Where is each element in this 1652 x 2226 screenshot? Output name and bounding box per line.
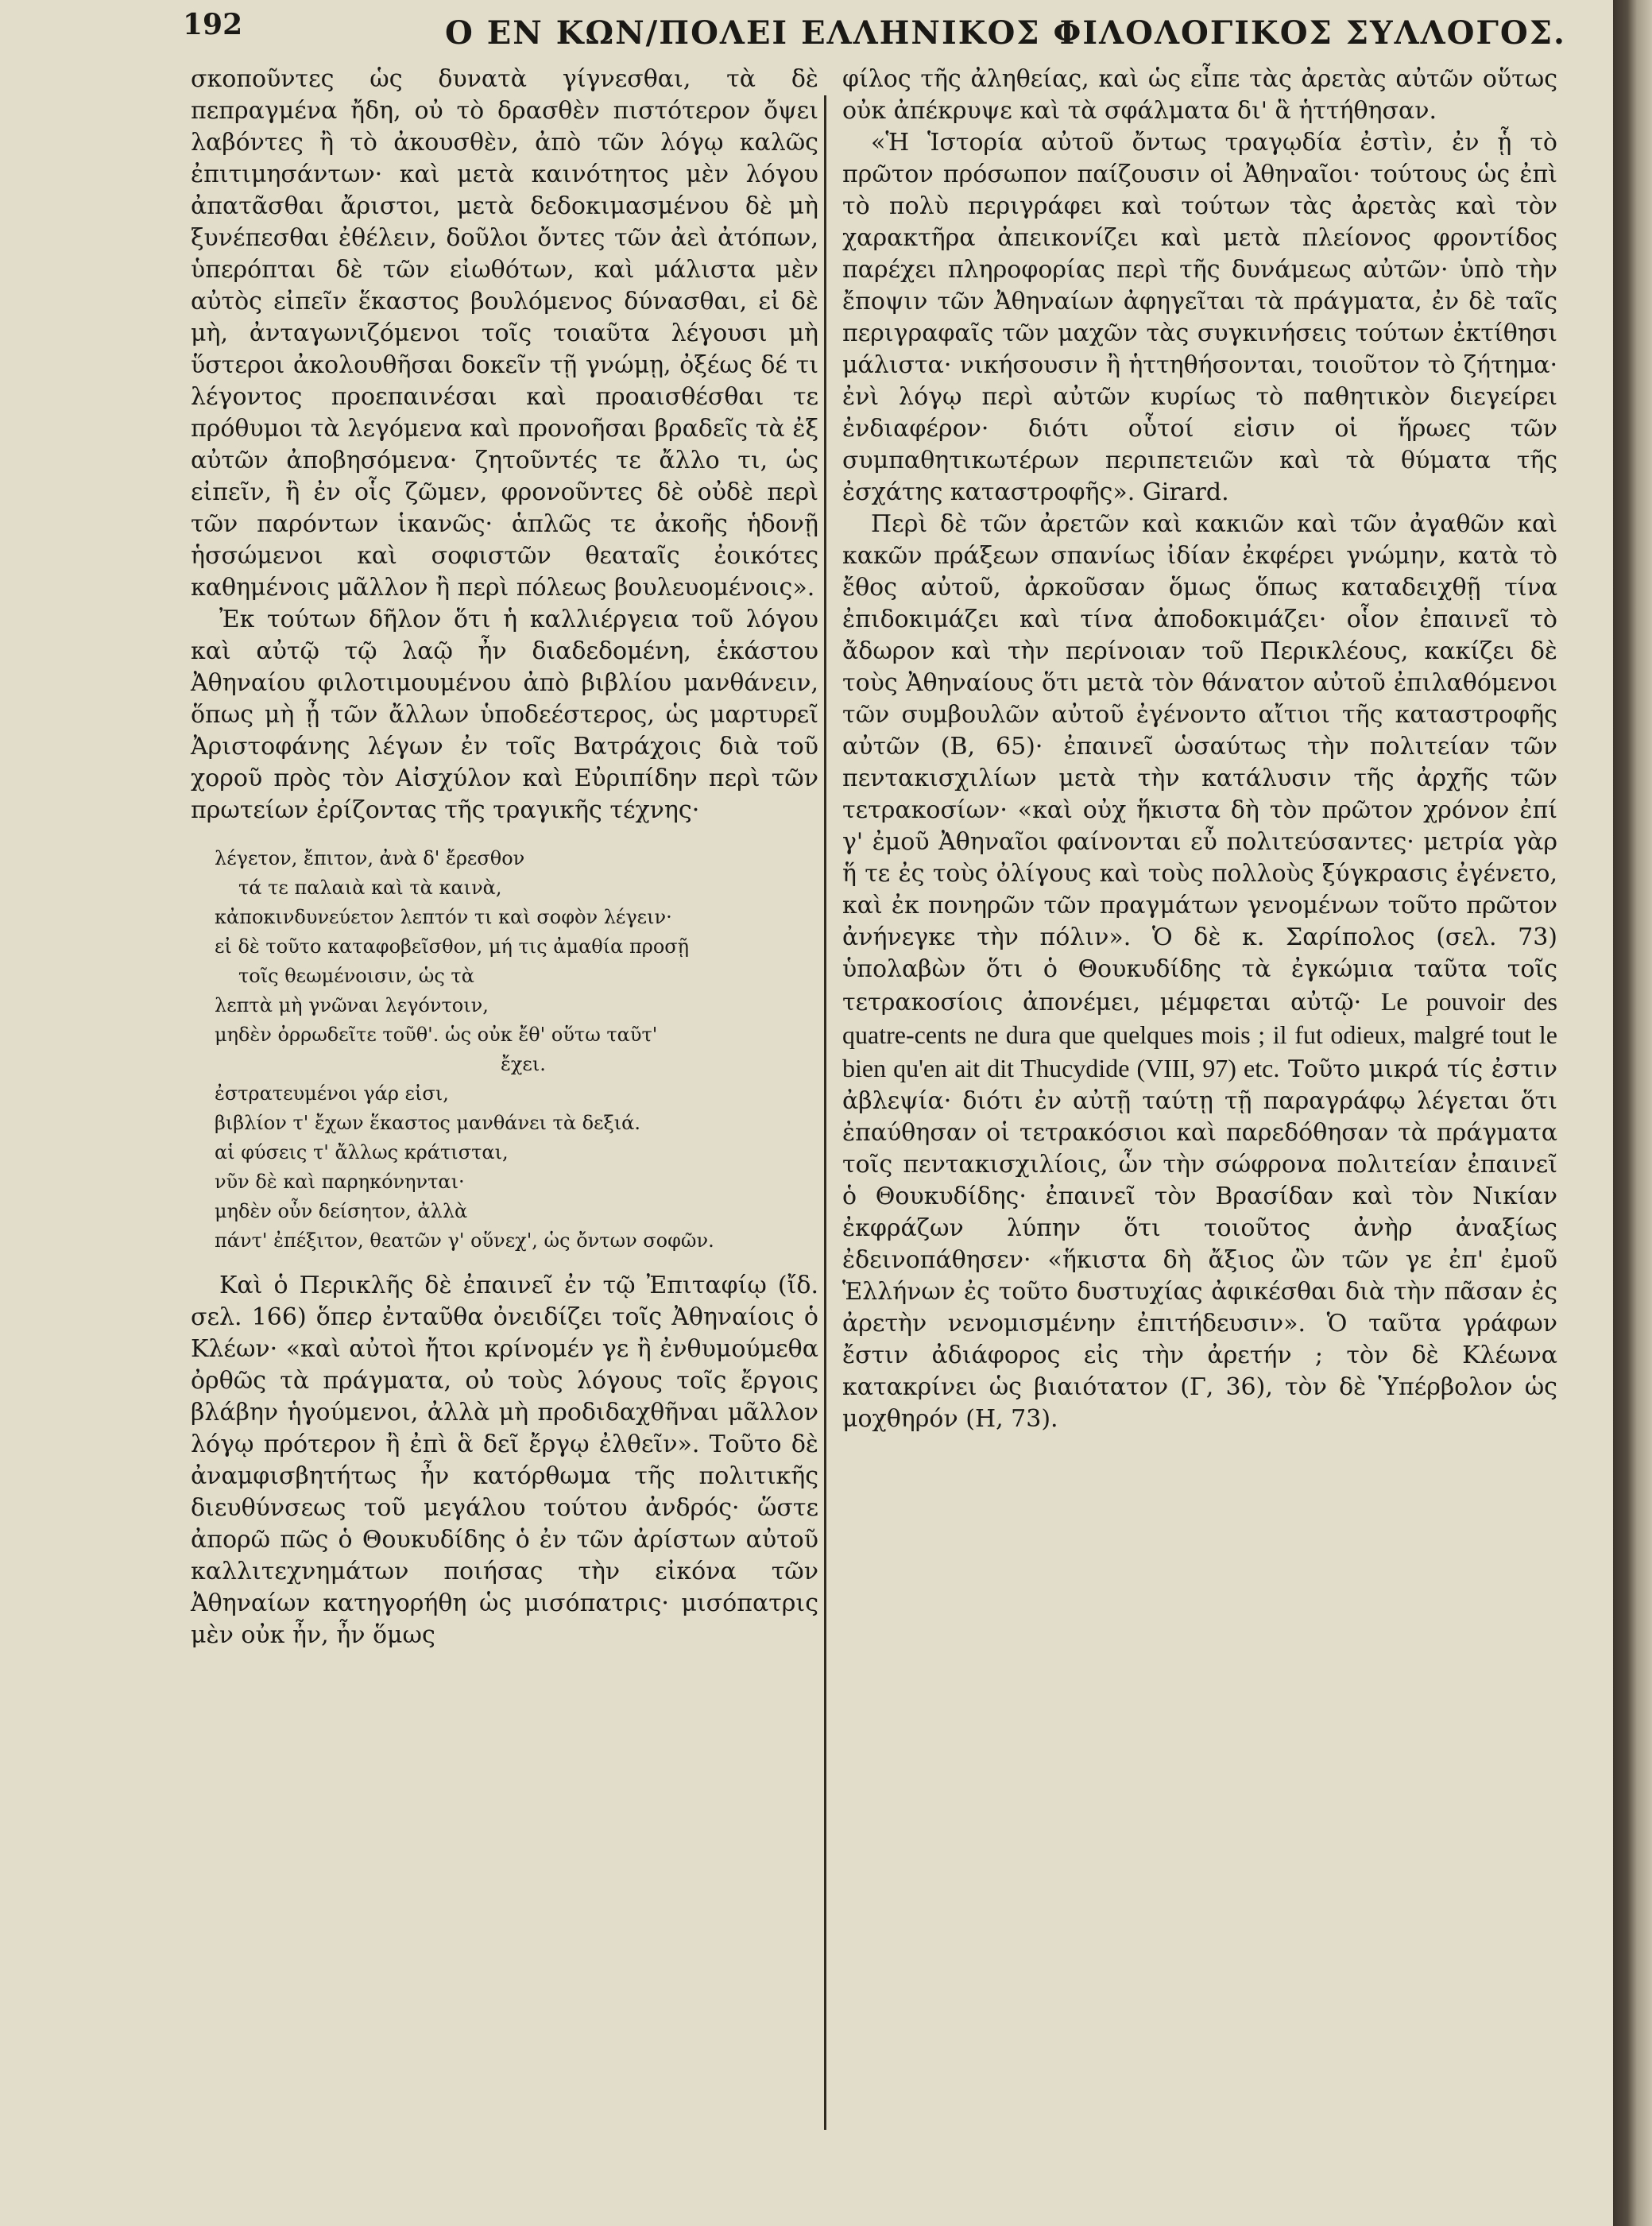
- french-citation: Le pouvoir des quatre-cents ne dura que quelques mois ; il fut odieux, malgré tout le bien qu'en ait dit Thucydide (VIII, 97) etc.: [842, 987, 1557, 1082]
- right-paragraph-3-continued: Τοῦτο μικρά τίς ἐστιν ἀβλεψία· διότι ἐν αὐτῇ ταύτῃ τῇ παραγράφῳ λέγεται ὅτι ἐπαύθησαν οἱ τετρακόσιοι καὶ παρεδόθησαν τὰ πράγματα τοῖς πεντακισχιλίοις, ὧν τὴν σώφρονα πολιτείαν ἐπαινεῖ ὁ Θουκυδίδης· ἐπαινεῖ τὸν Βρασίδαν καὶ τὸν Νικίαν ἐκφράζων λύπην ὅτι τοιοῦτος ἀνὴρ ἀναξίως ἐδεινοπάθησεν· «ἥκιστα δὴ ἄξιος ὢν τῶν γε ἐπ' ἐμοῦ Ἑλλήνων ἐς τοῦτο δυστυχίας ἀφικέσθαι διὰ τὴν πᾶσαν ἐς ἀρετὴν νενομισμένην ἐπιτήδευσιν». Ὁ ταῦτα γράφων ἔστιν ἀδιάφορος εἰς τὴν ἀρετήν ; τὸν δὲ Κλέωνα κατακρίνει ὡς βιαιότατον (Γ, 36), τὸν δὲ Ὑπέρβολον ὡς μοχθηρόν (Η, 73).: [842, 1055, 1557, 1433]
- quote-line: ἔχει.: [501, 1053, 546, 1075]
- quote-line: νῦν δὲ καὶ παρηκόνηνται·: [215, 1171, 465, 1193]
- page-edge-shadow: [1613, 0, 1652, 2226]
- right-paragraph-3-text: Περὶ δὲ τῶν ἀρετῶν καὶ κακιῶν καὶ τῶν ἀγαθῶν καὶ κακῶν πράξεων σπανίως ἰδίαν ἐκφέρει γνώμην, κατὰ τὸ ἔθος αὐτοῦ, ἀρκοῦσαν ὅμως ὅπως καταδειχθῇ τίνα ἐπιδοκιμάζει καὶ τίνα ἀποδοκιμάζει· οἷον ἐπαινεῖ τὸ ἄδωρον καὶ τὴν περίνοιαν τοῦ Περικλέους, κακίζει δὲ τοὺς Ἀθηναίους ὅτι μετὰ τὸν θάνατον αὐτοῦ ἐπιλαθόμενοι τῶν συμβουλῶν αὐτοῦ ἐγένοντο αἴτιοι τῆς καταστροφῆς αὐτῶν (Β, 65)· ἐπαινεῖ ὡσαύτως τὴν πολιτείαν τῶν πεντακισχιλίων μετὰ τὴν κατάλυσιν τῆς ἀρχῆς τῶν τετρακοσίων· «καὶ οὐχ ἥκιστα δὴ τὸν πρῶτον χρόνον ἐπί γ' ἐμοῦ Ἀθηναῖοι φαίνονται εὖ πολιτεύσαντες· μετρία γὰρ ἥ τε ἐς τοὺς ὀλίγους καὶ τοὺς πολλοὺς ξύγκρασις ἐγένετο, καὶ ἐκ πονηρῶν τῶν πραγμάτων γενομένων τοῦτο πρῶτον ἀνήνεγκε τὴν πόλιν». Ὁ δὲ κ. Σαρίπολος (σελ. 73) ὑπολαβὼν ὅτι ὁ Θουκυδίδης τὰ ἐγκώμια ταῦτα τοῖς τετρακοσίοις ἀπονέμει, μέμφεται αὐτῷ·: [842, 510, 1557, 1016]
- quote-line: βιβλίον τ' ἔχων ἕκαστος μανθάνει τὰ δεξιά.: [215, 1112, 641, 1134]
- column-divider: [824, 95, 826, 2130]
- quote-line: ἐστρατευμένοι γάρ εἰσι,: [215, 1082, 449, 1105]
- quote-line: αἱ φύσεις τ' ἄλλως κράτισται,: [215, 1141, 509, 1163]
- quote-line: μηδὲν οὖν δείσητον, ἀλλὰ: [215, 1200, 468, 1222]
- running-title: Ο ΕΝ ΚΩΝ/ΠΟΛΕΙ ΕΛΛΗΝΙΚΟΣ ΦΙΛΟΛΟΓΙΚΟΣ ΣΥΛΛΟΓΟΣ.: [445, 14, 1566, 52]
- quote-line: μηδὲν ὀρρωδεῖτε τοῦθ'. ὡς οὐκ ἔθ' οὕτω ταῦτ': [215, 1024, 658, 1046]
- page-header: [183, 8, 1613, 56]
- left-paragraph-1: σκοποῦντες ὡς δυνατὰ γίγνεσθαι, τὰ δὲ πεπραγμένα ἤδη, οὐ τὸ δρασθὲν πιστότερον ὄψει λαβόντες ἢ τὸ ἀκουσθὲν, ἀπὸ τῶν λόγῳ καλῶς ἐπιτιμησάντων· καὶ μετὰ καινότητος μὲν λόγου ἀπατᾶσθαι ἄριστοι, μετὰ δεδοκιμασμένου δὲ μὴ ξυνέπεσθαι ἐθέλειν, δοῦλοι ὄντες τῶν ἀεὶ ἀτόπων, ὑπερόπται δὲ τῶν εἰωθότων, καὶ μάλιστα μὲν αὐτὸς εἰπεῖν ἕκαστος βουλόμενος δύνασθαι, εἰ δὲ μὴ, ἀνταγωνιζόμενοι τοῖς τοιαῦτα λέγουσι μὴ ὕστεροι ἀκολουθῆσαι δοκεῖν τῇ γνώμῃ, ὀξέως δέ τι λέγοντος προεπαινέσαι καὶ προαισθέσθαι τε πρόθυμοι τὰ λεγόμενα καὶ προνοῆσαι βραδεῖς τὰ ἐξ αὐτῶν ἀποβησόμενα· ζητοῦντές τε ἄλλο τι, ὡς εἰπεῖν, ἢ ἐν οἷς ζῶμεν, φρονοῦντες δὲ οὐδὲ περὶ τῶν παρόντων ἱκανῶς· ἁπλῶς τε ἀκοῆς ἡδονῇ ἡσσώμενοι καὶ σοφιστῶν θεαταῖς ἐοικότες καθημένοις μᾶλλον ἢ περὶ πόλεως βουλευομένοις».: [191, 65, 818, 602]
- right-paragraph-2: «Ἡ Ἱστορία αὐτοῦ ὄντως τραγῳδία ἐστὶν, ἐν ᾗ τὸ πρῶτον πρόσωπον παίζουσιν οἱ Ἀθηναῖοι· τούτους ὡς ἐπὶ τὸ πολὺ περιγράφει καὶ τούτων τὰς ἀρετὰς καὶ τὸν χαρακτῆρα ἀπεικονίζει καὶ μετὰ πλείονος φροντίδος παρέχει πληροφορίας περὶ τῆς δυνάμεως αὐτῶν· ὑπὸ τὴν ἔποψιν τῶν Ἀθηναίων ἀφηγεῖται τὰ πράγματα, ἐν δὲ ταῖς περιγραφαῖς τῶν μαχῶν τὰς συγκινήσεις τούτων ἐκτίθησι μάλιστα· νικήσουσιν ἢ ἡττηθήσονται, τοιοῦτον τὸ ζήτημα· ἐνὶ λόγῳ περὶ αὐτῶν κυρίως τὸ παθητικὸν διεγείρει ἐνδιαφέρον· διότι οὗτοί εἰσιν οἱ ἥρωες τῶν συμπαθητικωτέρων περιπετειῶν καὶ τὰ θύματα τῆς ἐσχάτης καταστροφῆς». Girard.: [842, 129, 1557, 506]
- quote-line: τοῖς θεωμένοισιν, ὡς τὰ: [238, 965, 474, 987]
- right-column: [842, 64, 1557, 1435]
- quote-line: λέγετον, ἔπιτον, ἀνὰ δ' ἔρεσθον: [215, 847, 525, 869]
- aristophanes-quote: [215, 844, 818, 1256]
- quote-line: τά τε παλαιὰ καὶ τὰ καινὰ,: [238, 877, 502, 899]
- quote-line: πάντ' ἐπέξιτον, θεατῶν γ' οὕνεχ', ὡς ὄντων σοφῶν.: [215, 1229, 714, 1252]
- page-number: 192: [183, 8, 243, 41]
- quote-line: εἰ δὲ τοῦτο καταφοβεῖσθον, μή τις ἀμαθία προσῇ: [215, 935, 690, 958]
- left-paragraph-3: Καὶ ὁ Περικλῆς δὲ ἐπαινεῖ ἐν τῷ Ἐπιταφίῳ (ἴδ. σελ. 166) ὅπερ ἐνταῦθα ὀνειδίζει τοῖς Ἀθηναίοις ὁ Κλέων· «καὶ αὐτοὶ ἤτοι κρίνομέν γε ἢ ἐνθυμούμεθα ὀρθῶς τὰ πράγματα, οὐ τοὺς λόγους τοῖς ἔργοις βλάβην ἡγούμενοι, ἀλλὰ μὴ προδιδαχθῆναι μᾶλλον λόγῳ πρότερον ἢ ἐπὶ ἃ δεῖ ἔργῳ ἐλθεῖν». Τοῦτο δὲ ἀναμφισβητήτως ἦν κατόρθωμα τῆς πολιτικῆς διευθύνσεως τοῦ μεγάλου τούτου ἀνδρός· ὥστε ἀπορῶ πῶς ὁ Θουκυδίδης ὁ ἐν τῶν ἀρίστων αὐτοῦ καλλιτεχνημάτων ποιήσας τὴν εἰκόνα τῶν Ἀθηναίων κατηγορήθη ὡς μισόπατρις· μισόπατρις μὲν οὐκ ἦν, ἦν ὅμως: [191, 1272, 818, 1649]
- left-paragraph-2: Ἐκ τούτων δῆλον ὅτι ἡ καλλιέργεια τοῦ λόγου καὶ αὐτῷ τῷ λαῷ ἦν διαδεδομένη, ἑκάστου Ἀθηναίου φιλοτιμουμένου ἀπὸ βιβλίου μανθάνειν, ὅπως μὴ ᾖ τῶν ἄλλων ὑποδεέστερος, ὡς μαρτυρεῖ Ἀριστοφάνης λέγων ἐν τοῖς Βατράχοις διὰ τοῦ χοροῦ πρὸς τὸν Αἰσχύλον καὶ Εὐριπίδην περὶ τῶν πρωτείων ἐρίζοντας τῆς τραγικῆς τέχνης·: [191, 606, 818, 824]
- left-column: [191, 64, 818, 1651]
- right-paragraph-1: φίλος τῆς ἀληθείας, καὶ ὡς εἶπε τὰς ἀρετὰς αὐτῶν οὕτως οὐκ ἀπέκρυψε καὶ τὰ σφάλματα δι' ἃ ἡττήθησαν.: [842, 65, 1557, 125]
- right-paragraph-3: [842, 509, 1557, 1435]
- quote-line: λεπτὰ μὴ γνῶναι λεγόντοιν,: [215, 994, 489, 1016]
- quote-line: κἀποκινδυνεύετον λεπτόν τι καὶ σοφὸν λέγειν·: [215, 906, 672, 928]
